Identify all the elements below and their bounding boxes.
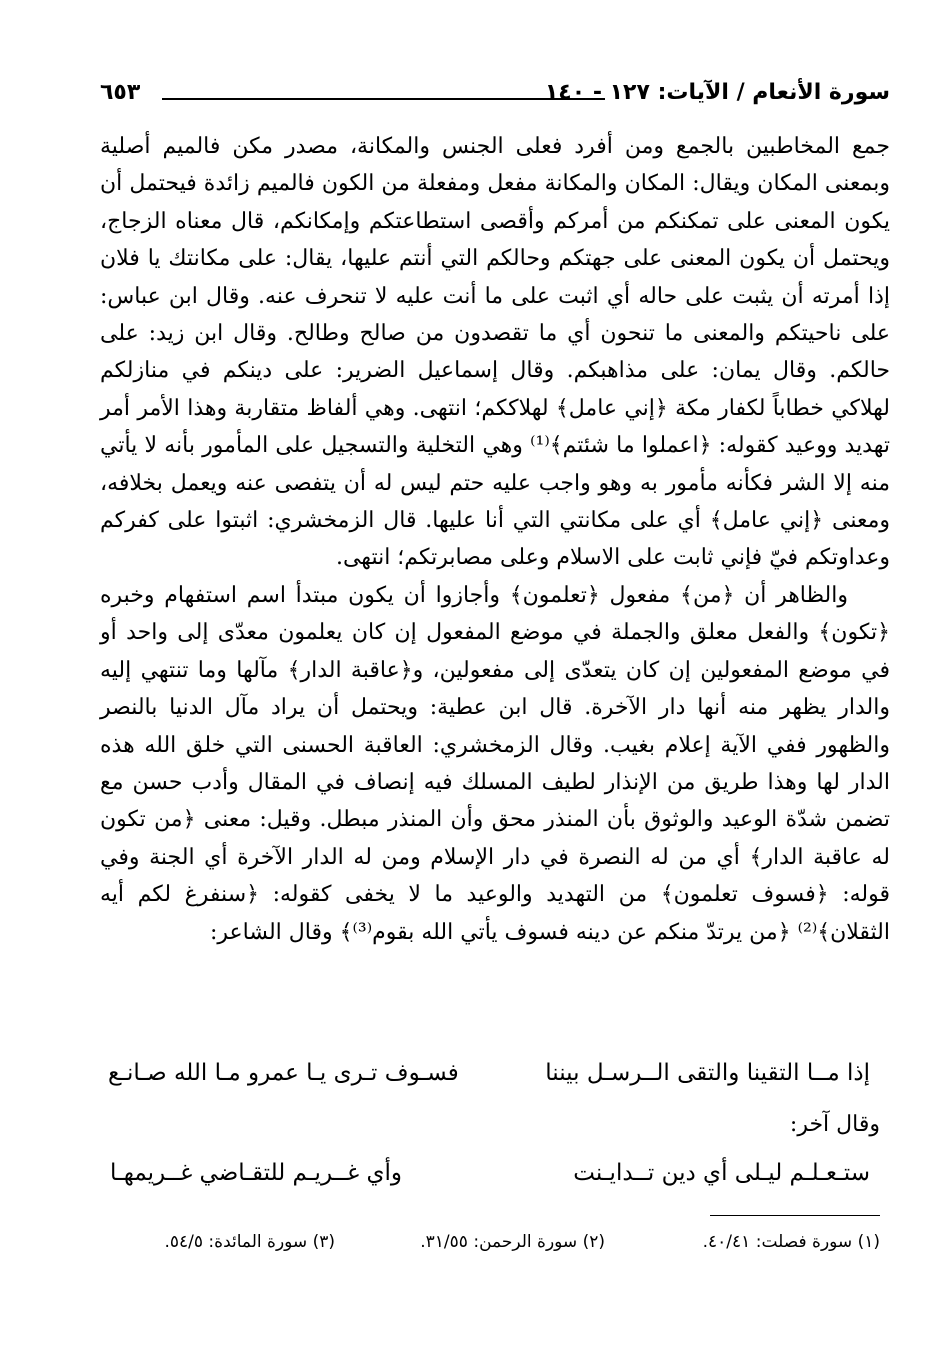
poetry-verse-1 <box>100 1060 880 1100</box>
verse-2-intro: وقال آخر: <box>789 1112 880 1137</box>
page-header <box>100 80 890 120</box>
verse-1-first-hemistich: إذا مــا التقينا والتقى الــرسـل بيننا <box>545 1060 870 1086</box>
header-rule <box>162 98 605 100</box>
footnote-3: (٣) سورة المائدة: ٥٤/٥. <box>164 1232 335 1252</box>
page-number: ٦٥٣ <box>100 80 141 105</box>
verse-1-second-hemistich: فسـوف تـرى يـا عمرو مـا الله صـانـع <box>108 1060 459 1086</box>
footnotes <box>110 1232 880 1262</box>
footnote-rule <box>710 1215 880 1216</box>
footnote-2: (٢) سورة الرحمن: ٣١/٥٥. <box>420 1232 605 1252</box>
paragraph-2: والظاهر أن ﴿من﴾ مفعول ﴿تعلمون﴾ وأجازوا أن يكون مبتدأ اسم استفهام وخبره ﴿تكون﴾ والفعل معلق والجملة في موضع المفعول إن كان يعلمون معدّى إلى واحد أو في موضع المفعولين إن كان يتعدّى إلى مفعولين، و﴿عاقبة الدار﴾ مآلها وما تنتهي إليه والدار يظهر منه أنها دار الآخرة. قال ابن عطية: ويحتمل أن يراد مآل الدنيا بالنصر والظهور ففي الآية إعلام بغيب. وقال الزمخشري: العاقبة الحسنى التي خلق الله هذه الدار لها وهذا طريق من الإنذار لطيف المسلك فيه إنصاف في المقال وأدب حسن مع تضمن شدّة الوعيد والوثوق بأن المنذر محق وأن المنذر مبطل. وقيل: معنى ﴿من تكون له عاقبة الدار﴾ أي من له النصرة في دار الإسلام ومن له الدار الآخرة أي الجنة وفي قوله: ﴿فسوف تعلمون﴾ من التهديد والوعيد ما لا يخفى كقوله: ﴿سنفرغ لكم أيه الثقلان﴾⁽²⁾ ﴿من يرتدّ منكم عن دينه فسوف يأتي الله بقوم⁽³⁾﴾ وقال الشاعر: <box>100 582 890 945</box>
verse-2-second-hemistich: وأي غــريـم للتقـاضي غــريمهـا <box>110 1160 402 1186</box>
verse-2-first-hemistich: ستـعـلـم ليـلى أي دين تــدايـنت <box>573 1160 870 1186</box>
paragraph-1: جمع المخاطبين بالجمع ومن أفرد فعلى الجنس والمكانة، مصدر مكن فالميم أصلية وبمعنى المكان ويقال: المكان والمكانة مفعل ومفعلة من الكون فالميم زائدة فيحتمل أن يكون المعنى على تمكنكم من أمركم وأقصى استطاعتكم وإمكانكم، قال معناه الزجاج، ويحتمل أن يكون المعنى على جهتكم وحالكم التي أنتم عليها، يقال: على مكانتك يا فلان إذا أمرته أن يثبت على حاله أي اثبت على ما أنت عليه لا تنحرف عنه. وقال ابن عباس: على ناحيتكم والمعنى ما تنحون أي ما تقصدون من صالح وطالح. وقال ابن زيد: على حالكم. وقال يمان: على مذاهبكم. وقال إسماعيل الضرير: على دينكم في منازلكم لهلاكي خطاباً لكفار مكة ﴿إني عامل﴾ لهلاككم؛ انتهى. وهي ألفاظ متقاربة وهذا الأمر أمر تهديد ووعيد كقوله: ﴿اعملوا ما شئتم﴾⁽¹⁾ وهي التخلية والتسجيل على المأمور بأنه لا يأتي منه إلا الشر فكأنه مأمور به وهو واجب عليه حتم ليس له أن يتفصى عنه ويعمل بخلافه، ومعنى ﴿إني عامل﴾ أي على مكانتي التي أنا عليها. قال الزمخشري: اثبتوا على كفركم وعداوتكم فيّ فإني ثابت على الاسلام وعلى مصابرتكم؛ انتهى. <box>100 134 890 571</box>
body-text <box>100 128 890 951</box>
poetry-verse-2 <box>100 1160 880 1200</box>
running-title: سورة الأنعام / الآيات: ١٢٧ - ١٤٠ <box>544 80 890 105</box>
footnote-1: (١) سورة فصلت: ٤٠/٤١. <box>702 1232 880 1252</box>
